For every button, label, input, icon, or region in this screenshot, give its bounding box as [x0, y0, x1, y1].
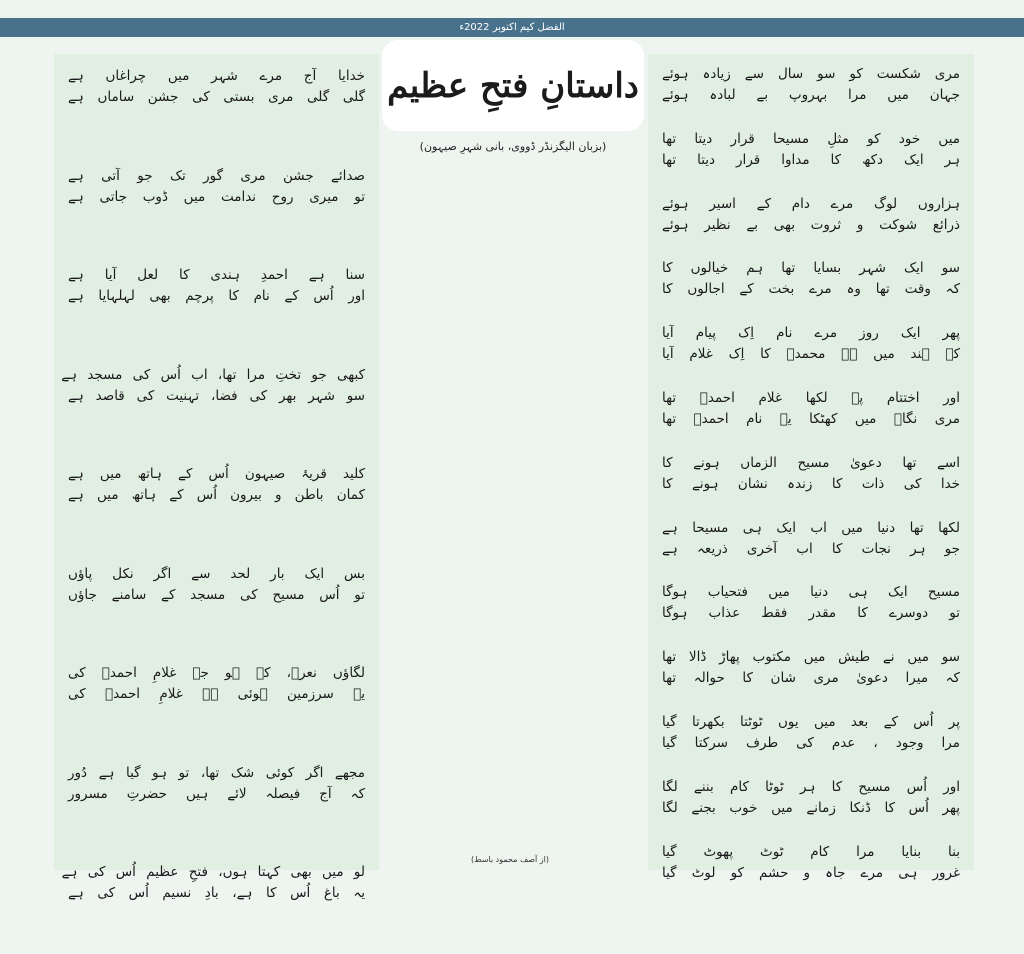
verse-line: کہ ہند میں ہے محمدؐ کا اِک غلام آیا: [662, 346, 960, 363]
verse-line: خدایا آج مرے شہر میں چراغاں ہے: [68, 68, 365, 84]
verse-line: ذرائع شوکت و ثروت بھی بے نظیر ہوئے: [662, 216, 960, 233]
stanza: [61, 365, 365, 457]
verse-line: کلید قریۂ صیہون اُس کے ہاتھ میں ہے: [68, 466, 365, 482]
verse-line: مری نگاہ میں کھٹکا یہ نام احمدؐ تھا: [662, 410, 960, 427]
poet-credit: (از آصف محمود باسط): [471, 855, 549, 864]
verse-line: یہ باغ اُس کا ہے، بادِ نسیم اُس کی ہے: [68, 885, 365, 901]
verse-line: سو میں نے طیش میں مکتوب پھاڑ ڈالا تھا: [662, 649, 960, 666]
stanza: [662, 323, 960, 382]
stanza: [68, 66, 365, 158]
verse-line: ہر ایک دکھ کا مداوا قرار دیتا تھا: [662, 151, 960, 168]
stanza: [662, 518, 960, 577]
verse-line: سنا ہے احمدِ ہندی کا لعل آیا ہے: [68, 267, 365, 283]
verse-line: کمان باطن و بیرون اُس کے ہاتھ میں ہے: [68, 487, 365, 503]
verse-line: پر اُس کے بعد میں یوں ٹوٹتا بکھرتا گیا: [662, 713, 960, 730]
header-text: الفضل کیم اکتوبر 2022ء: [459, 22, 565, 33]
verse-line: کبھی جو تختِ مرا تھا، اب اُس کی مسجد ہے: [61, 366, 365, 383]
stanza: [662, 129, 960, 188]
verse-line: صدائے جشن مری گور تک جو آتی ہے: [68, 167, 365, 184]
verse-line: پھر اُس کا ڈنکا زمانے میں خوب بجنے لگا: [662, 799, 960, 816]
stanza: [68, 166, 365, 258]
verse-line: بس ایک بار لحد سے اگر نکل پاؤں: [68, 565, 365, 582]
verse-line: مجھے اگر کوئی شک تھا، تو ہو گیا ہے دُور: [68, 764, 365, 781]
verse-line: اسے تھا دعویٰ مسیح الزماں ہونے کا: [662, 454, 960, 471]
verse-line: تو اُس مسیح کی مسجد کے سامنے جاؤں: [68, 586, 365, 603]
poem-subtitle: (بزبان الیگزنڈر ڈووی، بانی شہرِ صیہون): [419, 140, 607, 153]
verse-line: سو ایک شہر بسایا تھا ہم خیالوں کا: [662, 260, 960, 277]
verse-line: خدا کی ذات کا زندہ نشان ہونے کا: [662, 475, 960, 492]
verse-line: میں خود کو مثلِ مسیحا قرار دیتا تھا: [662, 130, 960, 147]
poem-title: داستانِ فتحِ عظیم: [387, 65, 639, 106]
verse-line: لو میں بھی کہتا ہوں، فتحِ عظیم اُس کی ہے: [61, 864, 365, 880]
right-column: [648, 54, 974, 881]
stanza: [662, 777, 960, 836]
stanza: [662, 712, 960, 771]
verse-line: لگاؤں نعرہ، کہ ہو جے غلامِ احمدؐ کی: [68, 665, 365, 681]
verse-line: کہ وقت تھا وہ مرے بخت کے اجالوں کا: [662, 281, 960, 298]
verse-line: لکھا تھا دنیا میں اب ایک ہی مسیحا ہے: [662, 519, 960, 536]
stanza: [68, 265, 365, 357]
stanza: [68, 763, 365, 855]
stanza: [662, 453, 960, 512]
stanza: [68, 663, 365, 755]
verse-line: اور اُس مسیح کا ہر ٹوٹا کام بننے لگا: [662, 778, 960, 795]
verse-line: جو ہر نجات کا اب آخری ذریعہ ہے: [662, 540, 960, 557]
stanza: [662, 842, 960, 901]
stanza: [61, 862, 365, 954]
verse-line: سو شہر بھر کی فضا، تہنیت کی قاصد ہے: [68, 387, 365, 404]
verse-line: مرا وجود ، عدم کی طرف سرکتا گیا: [662, 734, 960, 751]
verse-line: پھر ایک روز مرے نام اِک پیام آیا: [662, 325, 960, 342]
stanza: [662, 258, 960, 317]
stanza: [662, 388, 960, 447]
verse-line: تو میری روح ندامت میں ڈوب جاتی ہے: [68, 188, 365, 205]
verse-line: مسیح ایک ہی دنیا میں فتحیاب ہوگا: [662, 584, 960, 601]
verse-line: اور اُس کے نام کا پرچم بھی لہلہایا ہے: [68, 288, 365, 304]
stanza: [68, 564, 365, 656]
stanza: [662, 194, 960, 253]
verse-line: ہزاروں لوگ مرے دام کے اسیر ہوئے: [662, 195, 960, 212]
verse-line: بنا بنایا مرا کام ٹوٹ پھوٹ گیا: [662, 843, 960, 860]
title-box: [382, 40, 644, 131]
stanza: [68, 464, 365, 556]
verse-line: یہ سرزمین ہوئی ہے غلامِ احمدؐ کی: [68, 686, 365, 702]
stanza: [662, 582, 960, 641]
stanza: [662, 64, 960, 123]
verse-line: اور اختتام پہ لکھا غلام احمدؐ تھا: [662, 389, 960, 406]
verse-line: کہ میرا دعویٰ مری شان کا حوالہ تھا: [662, 670, 960, 687]
verse-line: غرور ہی مرے جاہ و حشم کو لوٹ گیا: [662, 864, 960, 881]
header-bar: [0, 18, 1024, 37]
verse-line: جہان میں مرا بہروپ بے لبادہ ہوئے: [662, 87, 960, 103]
verse-line: تو دوسرے کا مقدر فقط عذاب ہوگا: [662, 605, 960, 622]
verse-line: کہ آج فیصلہ لائے ہیں حضرتِ مسرور: [68, 785, 365, 802]
stanza: [662, 647, 960, 706]
verse-line: مری شکست کو سو سال سے زیادہ ہوئے: [662, 66, 960, 82]
left-column: [54, 54, 379, 901]
verse-line: گلی گلی مری بستی کی جشن ساماں ہے: [68, 89, 365, 105]
